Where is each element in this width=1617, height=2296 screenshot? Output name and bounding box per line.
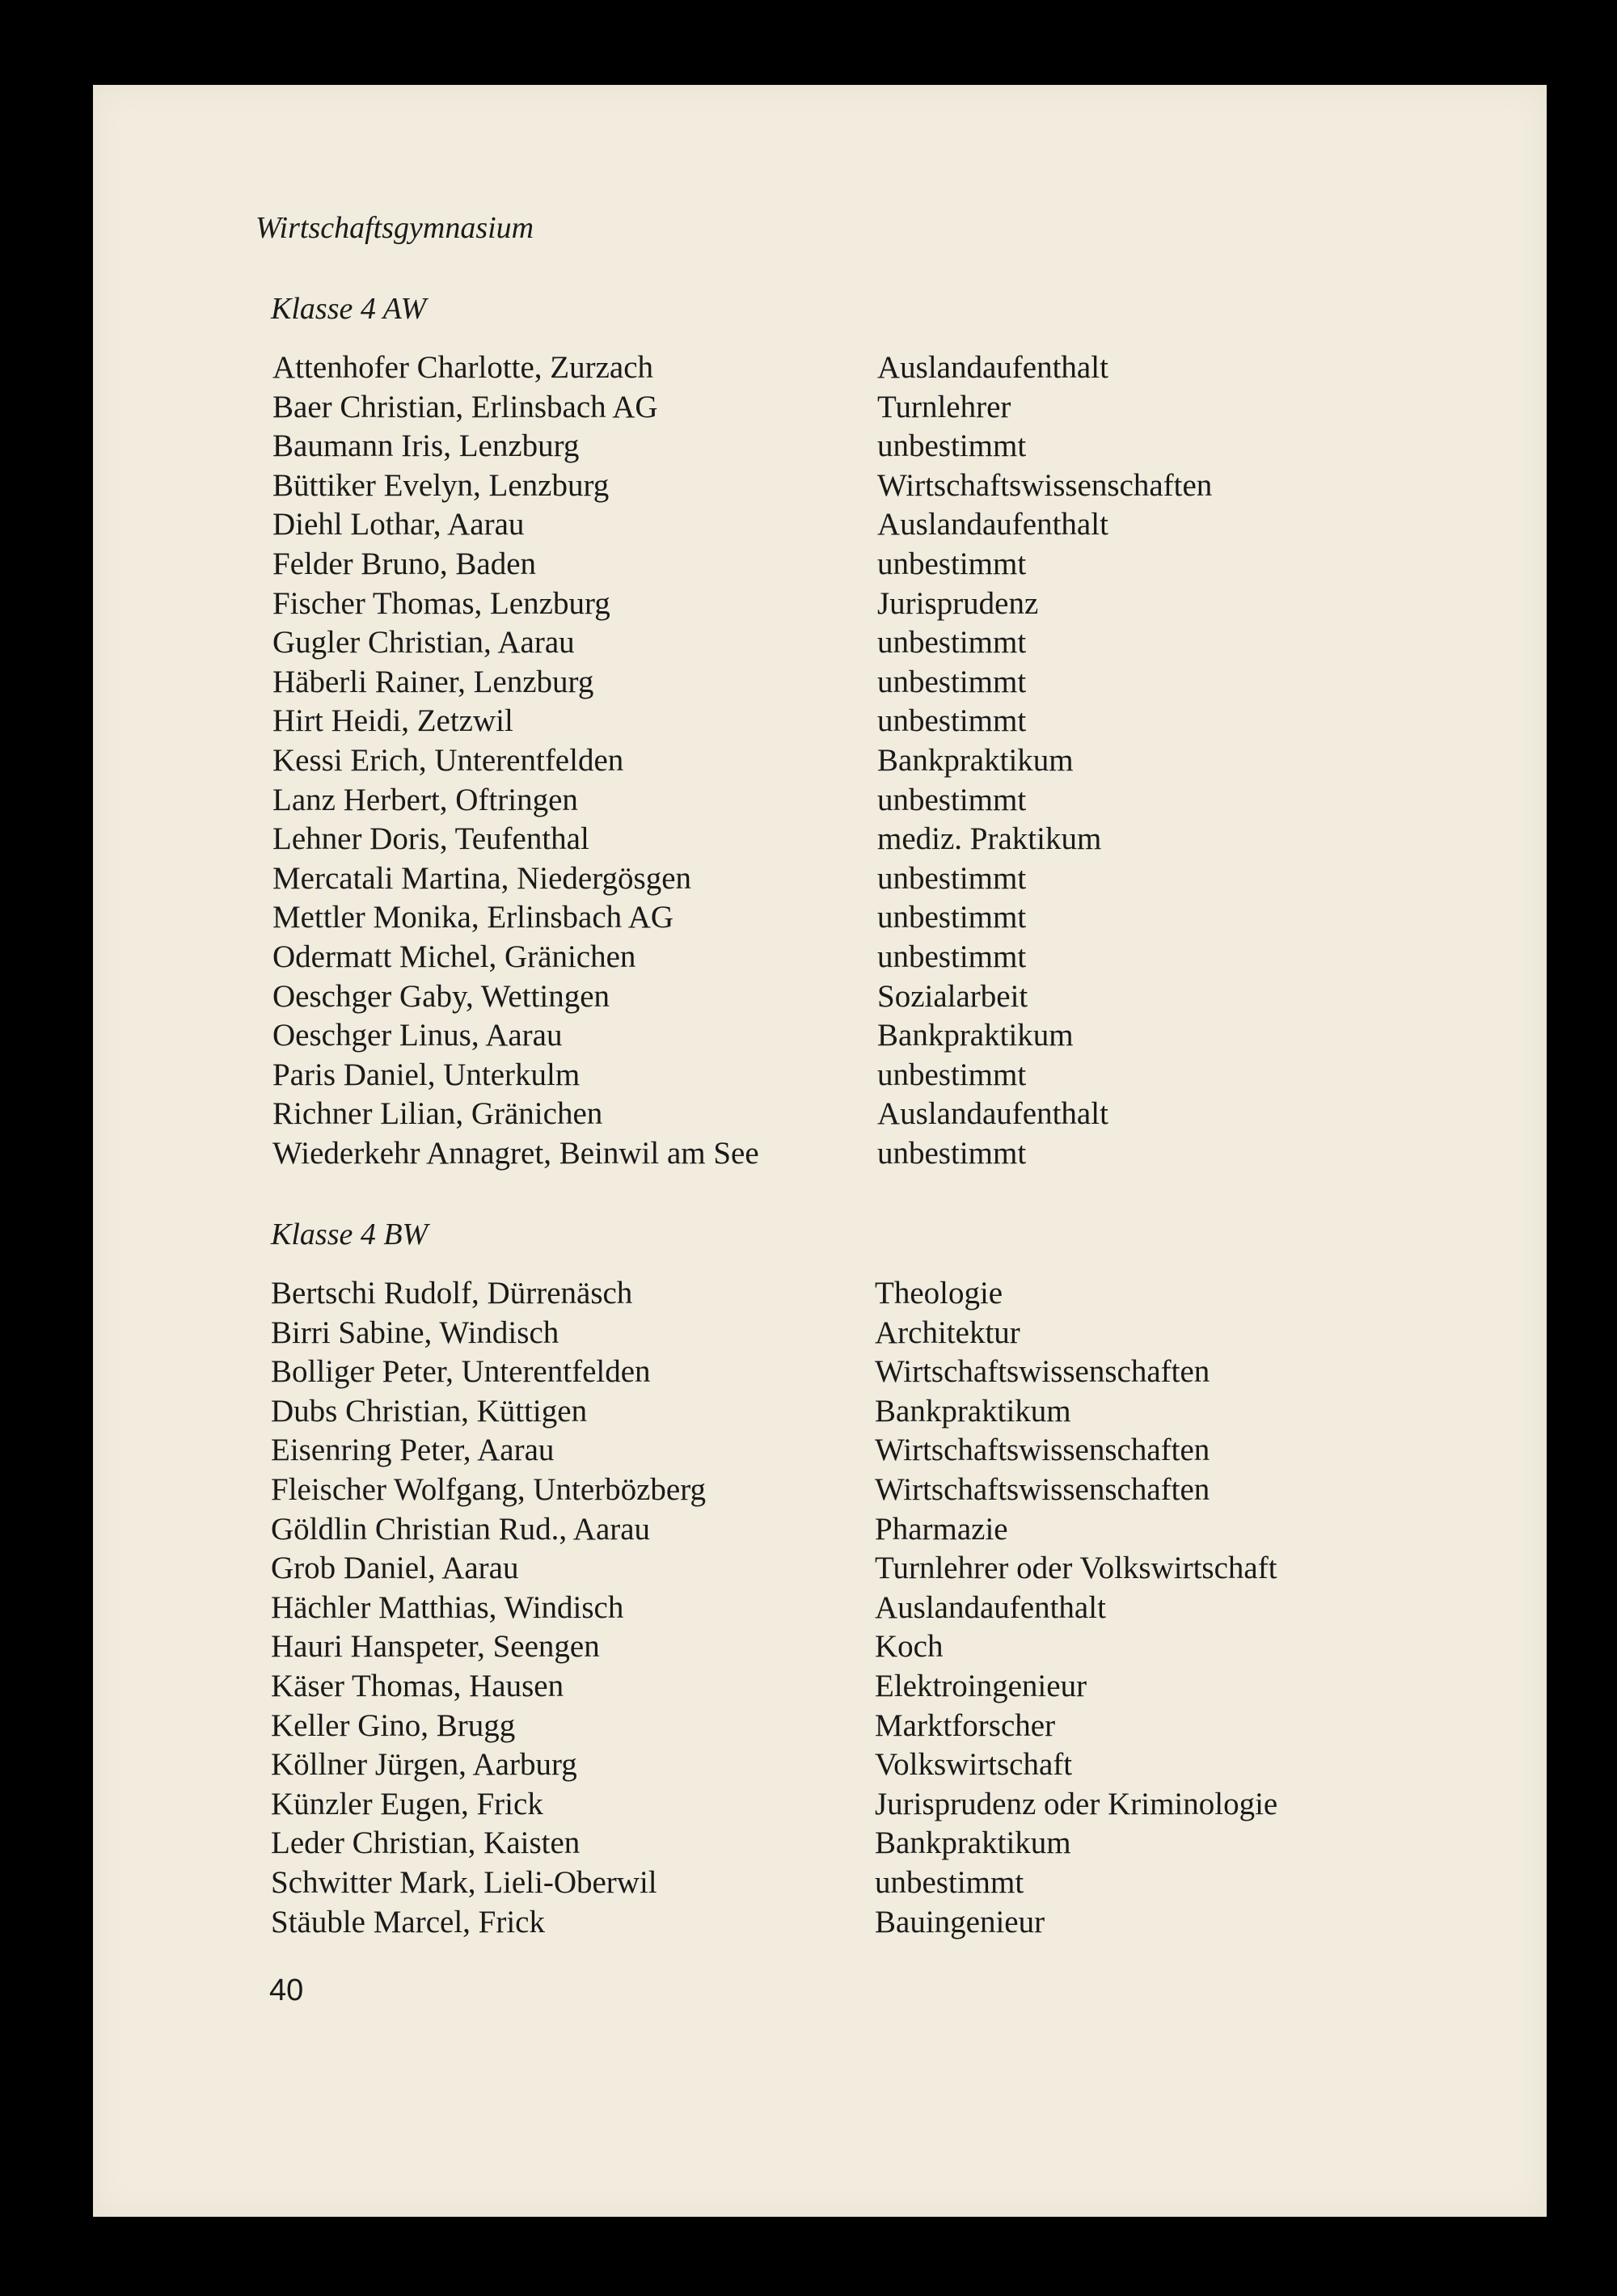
student-name: Schwitter Mark, Lieli-Oberwil xyxy=(271,1864,657,1900)
student-plan: Wirtschaftswissenschaften xyxy=(877,467,1213,503)
student-name: Hächler Matthias, Windisch xyxy=(271,1589,624,1625)
student-name: Lanz Herbert, Oftringen xyxy=(272,782,578,817)
student-name: Bolliger Peter, Unterentfelden xyxy=(271,1354,651,1390)
student-name: Odermatt Michel, Gränichen xyxy=(272,939,636,974)
student-name: Birri Sabine, Windisch xyxy=(271,1315,559,1350)
student-name: Baumann Iris, Lenzburg xyxy=(272,428,580,464)
student-name: Häberli Rainer, Lenzburg xyxy=(272,664,594,699)
student-plan: Auslandaufenthalt xyxy=(877,350,1108,385)
student-plan: unbestimmt xyxy=(877,428,1027,464)
student-plan: unbestimmt xyxy=(877,703,1027,739)
student-plan: unbestimmt xyxy=(877,625,1027,661)
student-plan: unbestimmt xyxy=(877,664,1027,699)
student-plan: Bankpraktikum xyxy=(877,742,1074,778)
student-plan: Koch xyxy=(875,1629,944,1665)
page-number: 40 xyxy=(269,1973,304,2007)
student-name: Hirt Heidi, Zetzwil xyxy=(272,703,513,739)
student-plan: unbestimmt xyxy=(877,1057,1027,1092)
student-plan: Jurisprudenz oder Kriminologie xyxy=(875,1786,1278,1821)
student-plan: Turnlehrer oder Volkswirtschaft xyxy=(875,1551,1277,1586)
student-plan: Wirtschaftswissenschaften xyxy=(875,1471,1210,1507)
student-plan: Bankpraktikum xyxy=(875,1393,1071,1429)
student-name: Oeschger Gaby, Wettingen xyxy=(272,978,610,1014)
student-plan: Turnlehrer xyxy=(877,389,1011,424)
student-name: Köllner Jürgen, Aarburg xyxy=(271,1747,577,1783)
student-plan: Bankpraktikum xyxy=(877,1018,1074,1053)
school-heading: Wirtschaftsgymnasium xyxy=(255,211,534,245)
student-name: Oeschger Linus, Aarau xyxy=(272,1018,563,1053)
student-plan: Wirtschaftswissenschaften xyxy=(875,1433,1210,1468)
class-4bw-name-list xyxy=(271,1274,706,1942)
student-name: Diehl Lothar, Aarau xyxy=(272,507,525,542)
student-plan: Auslandaufenthalt xyxy=(877,507,1108,542)
student-name: Mettler Monika, Erlinsbach AG xyxy=(272,900,674,935)
student-plan: Volkswirtschaft xyxy=(875,1747,1073,1783)
student-name: Baer Christian, Erlinsbach AG xyxy=(272,389,658,424)
student-plan: Marktforscher xyxy=(875,1707,1056,1743)
student-name: Lehner Doris, Teufenthal xyxy=(272,821,589,857)
student-plan: Auslandaufenthalt xyxy=(875,1589,1106,1625)
student-name: Gugler Christian, Aarau xyxy=(272,625,575,661)
student-name: Eisenring Peter, Aarau xyxy=(271,1433,555,1468)
student-plan: Jurisprudenz xyxy=(877,585,1039,621)
student-plan: Wirtschaftswissenschaften xyxy=(875,1354,1210,1390)
student-plan: unbestimmt xyxy=(877,900,1027,935)
student-name: Stäuble Marcel, Frick xyxy=(271,1904,545,1939)
student-plan: unbestimmt xyxy=(877,546,1027,581)
student-name: Kessi Erich, Unterentfelden xyxy=(272,742,624,778)
student-plan: unbestimmt xyxy=(877,860,1027,896)
class-4aw-name-list xyxy=(272,348,759,1173)
student-name: Dubs Christian, Küttigen xyxy=(271,1393,588,1429)
student-plan: mediz. Praktikum xyxy=(877,821,1102,857)
student-name: Attenhofer Charlotte, Zurzach xyxy=(272,350,654,385)
student-plan: unbestimmt xyxy=(877,782,1027,817)
student-plan: Pharmazie xyxy=(875,1511,1008,1547)
document-page xyxy=(93,85,1547,2217)
student-name: Grob Daniel, Aarau xyxy=(271,1551,519,1586)
student-plan: Bauingenieur xyxy=(875,1904,1045,1939)
student-plan: Sozialarbeit xyxy=(877,978,1028,1014)
student-name: Büttiker Evelyn, Lenzburg xyxy=(272,467,610,503)
student-name: Käser Thomas, Hausen xyxy=(271,1668,564,1703)
student-name: Fischer Thomas, Lenzburg xyxy=(272,585,610,621)
student-name: Richner Lilian, Gränichen xyxy=(272,1096,603,1132)
student-name: Göldlin Christian Rud., Aarau xyxy=(271,1511,651,1547)
class-4aw-plan-list xyxy=(877,348,1212,1173)
student-name: Fleischer Wolfgang, Unterbözberg xyxy=(271,1471,707,1507)
student-plan: Auslandaufenthalt xyxy=(877,1096,1108,1132)
student-name: Bertschi Rudolf, Dürrenäsch xyxy=(271,1276,633,1310)
class-4bw-plan-list xyxy=(875,1274,1277,1942)
student-name: Wiederkehr Annagret, Beinwil am See xyxy=(272,1135,759,1171)
student-plan: unbestimmt xyxy=(875,1864,1024,1900)
student-plan: Bankpraktikum xyxy=(875,1825,1071,1861)
student-plan: unbestimmt xyxy=(877,1135,1027,1171)
student-plan: Elektroingenieur xyxy=(875,1668,1087,1703)
student-name: Leder Christian, Kaisten xyxy=(271,1825,581,1861)
student-name: Künzler Eugen, Frick xyxy=(271,1786,543,1821)
student-name: Keller Gino, Brugg xyxy=(271,1707,516,1743)
student-name: Mercatali Martina, Niedergösgen xyxy=(272,860,692,896)
student-name: Hauri Hanspeter, Seengen xyxy=(271,1629,600,1665)
student-plan: Theologie xyxy=(875,1276,1003,1310)
student-name: Paris Daniel, Unterkulm xyxy=(272,1057,581,1092)
student-plan: Architektur xyxy=(875,1315,1020,1350)
class-4aw-heading: Klasse 4 AW xyxy=(271,292,427,326)
student-name: Felder Bruno, Baden xyxy=(272,546,537,581)
class-4bw-heading: Klasse 4 BW xyxy=(271,1218,429,1251)
student-plan: unbestimmt xyxy=(877,939,1027,974)
